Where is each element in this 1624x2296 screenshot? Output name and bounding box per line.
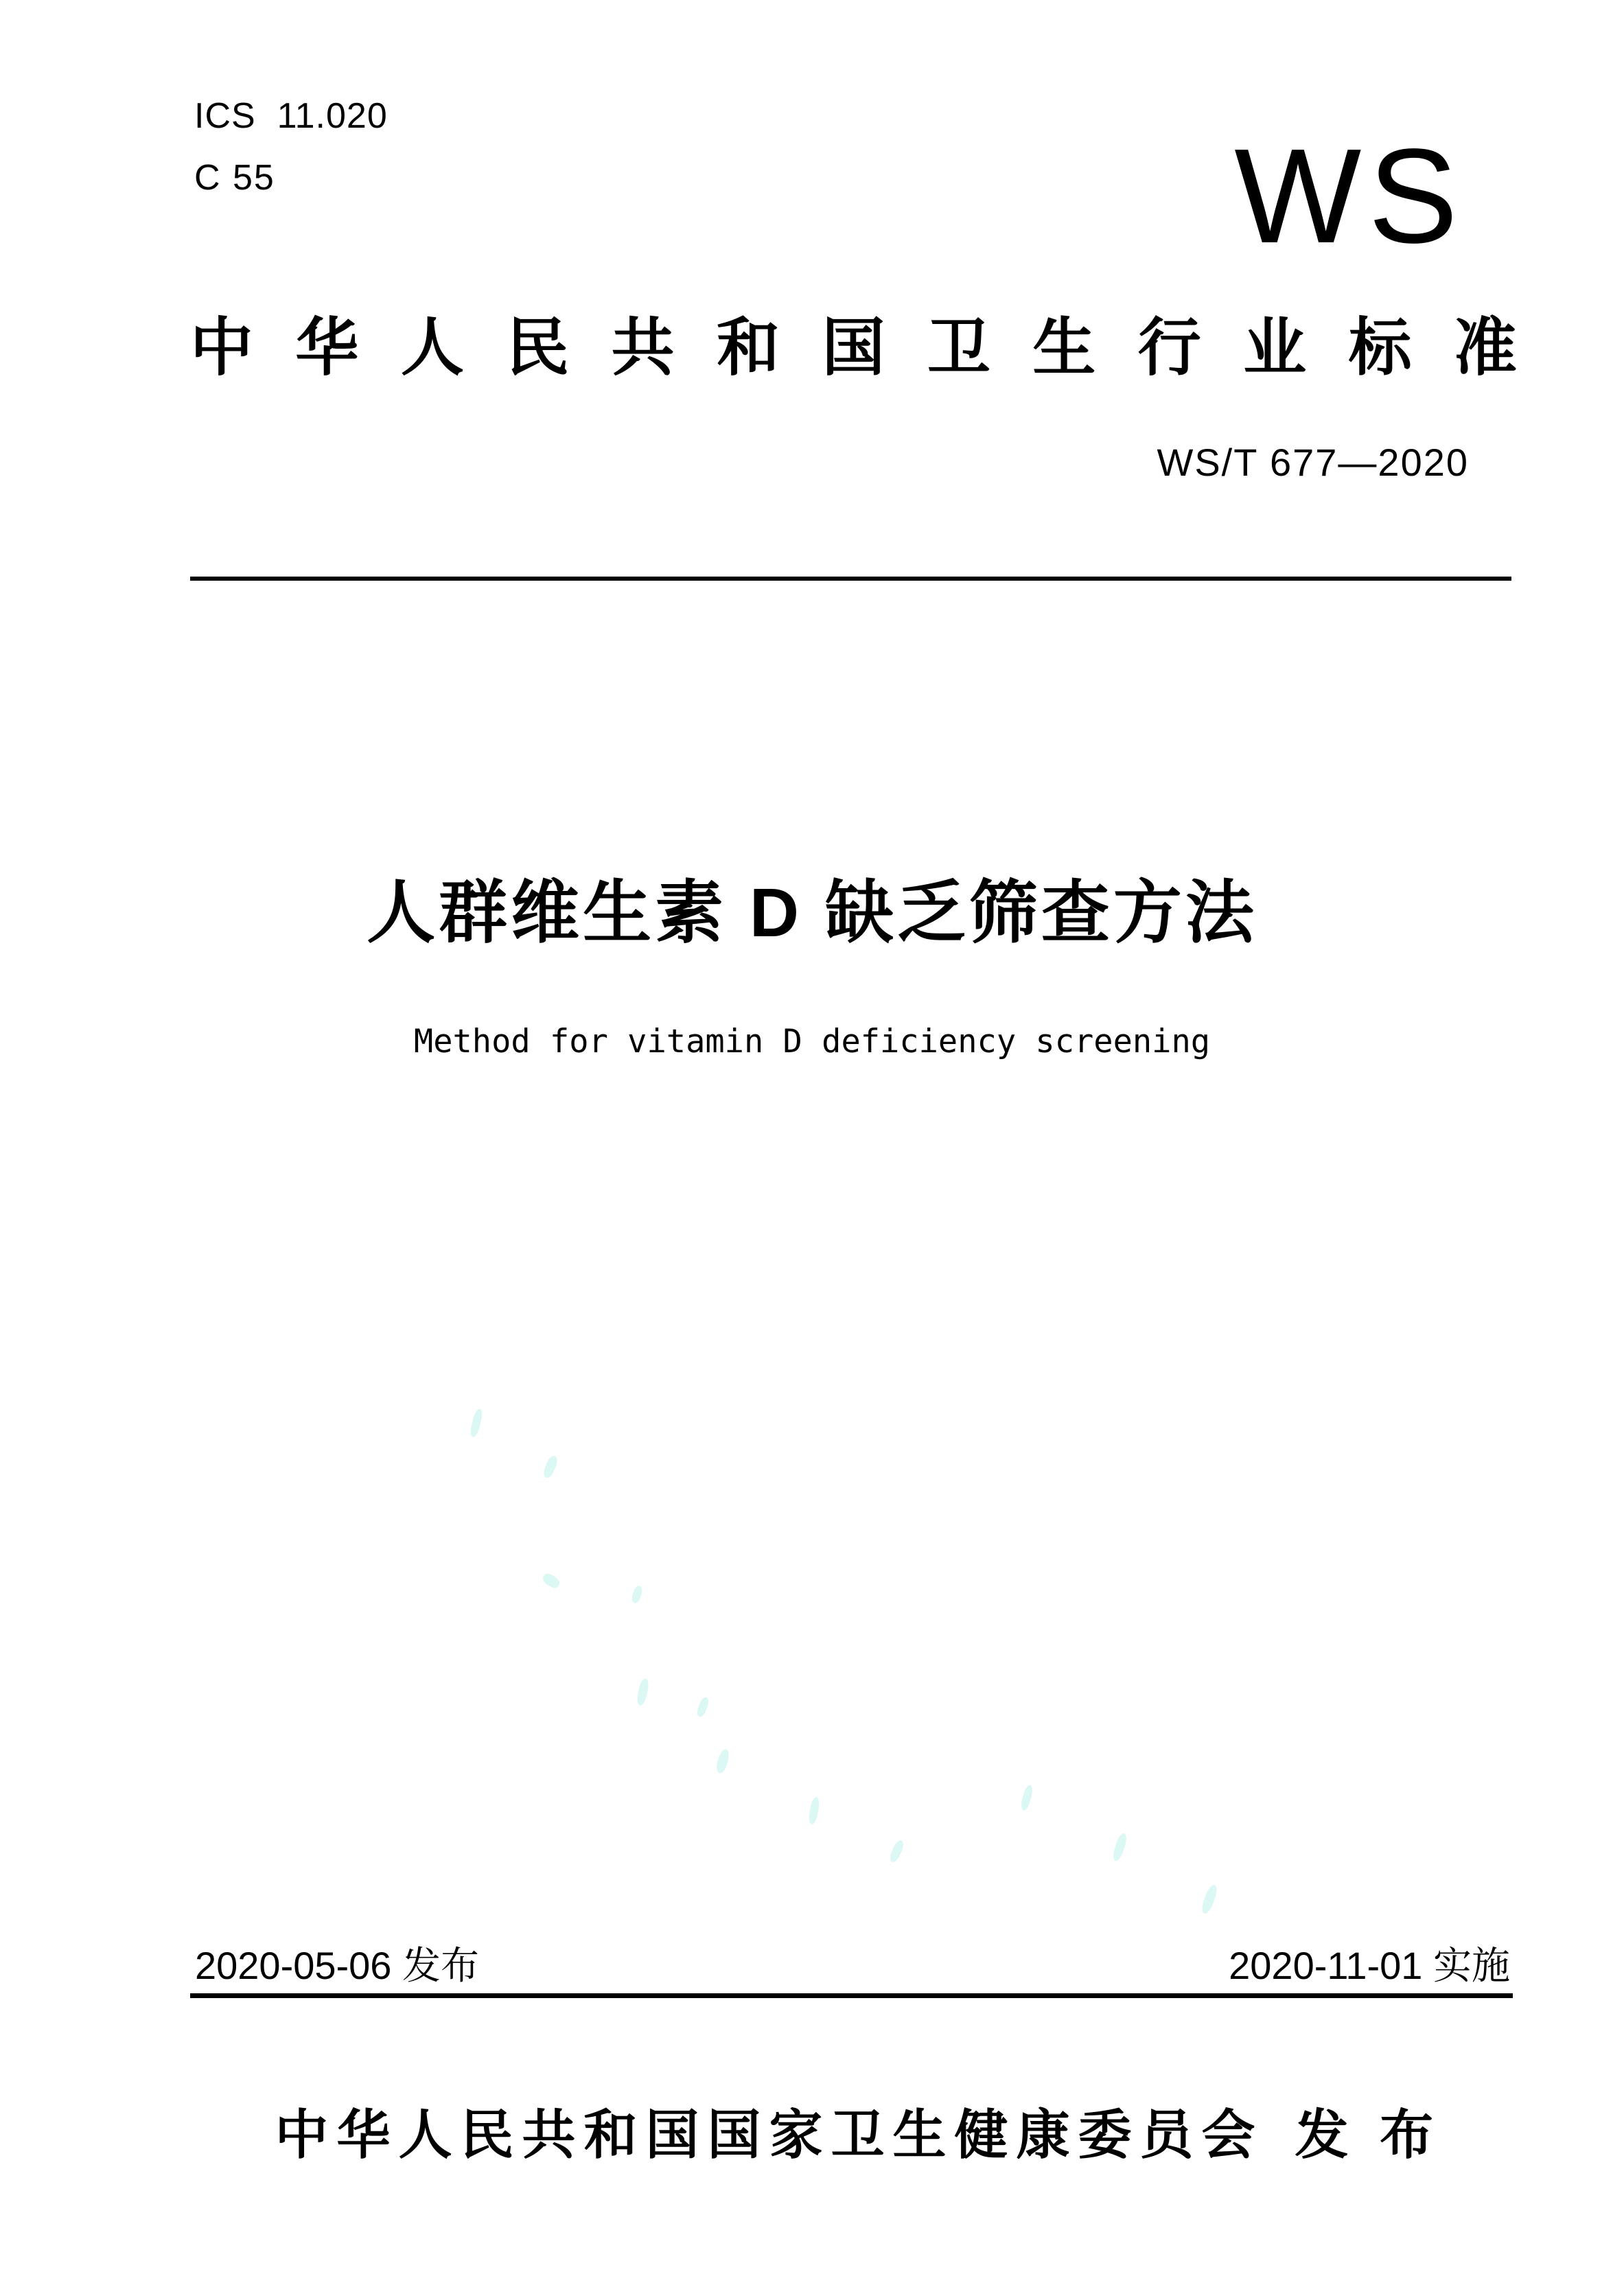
standard-number: WS/T 677—2020 (1157, 441, 1469, 484)
publish-action-label: 发 布 (1295, 2104, 1442, 2165)
implementation-date: 2020-11-01 实施 (1229, 1944, 1510, 1987)
watermark-speck (630, 1585, 643, 1604)
watermark-speck (541, 1571, 561, 1590)
watermark-speck (695, 1696, 710, 1718)
header-divider-rule (190, 577, 1511, 581)
issue-date: 2020-05-06 发布 (195, 1944, 480, 1987)
classification-code: C 55 (194, 158, 275, 198)
document-title-english: Method for vitamin D deficiency screening (413, 1023, 1211, 1060)
watermark-speck (1200, 1883, 1219, 1915)
publisher-name: 中华人民共和国国家卫生健康委员会 (275, 2104, 1264, 2165)
standard-category-title: 中 华 人 民 共 和 国 卫 生 行 业 标 准 (190, 313, 1517, 383)
ics-code: ICS 11.020 (194, 96, 388, 136)
footer-line (0, 2034, 1624, 2236)
watermark-speck (1019, 1784, 1034, 1811)
watermark-speck (715, 1748, 730, 1774)
watermark-speck (808, 1796, 821, 1824)
watermark-speck (469, 1408, 484, 1438)
watermark-speck (542, 1454, 559, 1480)
watermark-speck (636, 1678, 650, 1706)
watermark-speck (1111, 1832, 1128, 1862)
footer-divider-rule (190, 1993, 1513, 1998)
watermark-speck (888, 1839, 906, 1864)
ws-logo: WS (1234, 121, 1465, 271)
document-title-chinese: 人群维生素 D 缺乏筛查方法 (367, 874, 1257, 951)
